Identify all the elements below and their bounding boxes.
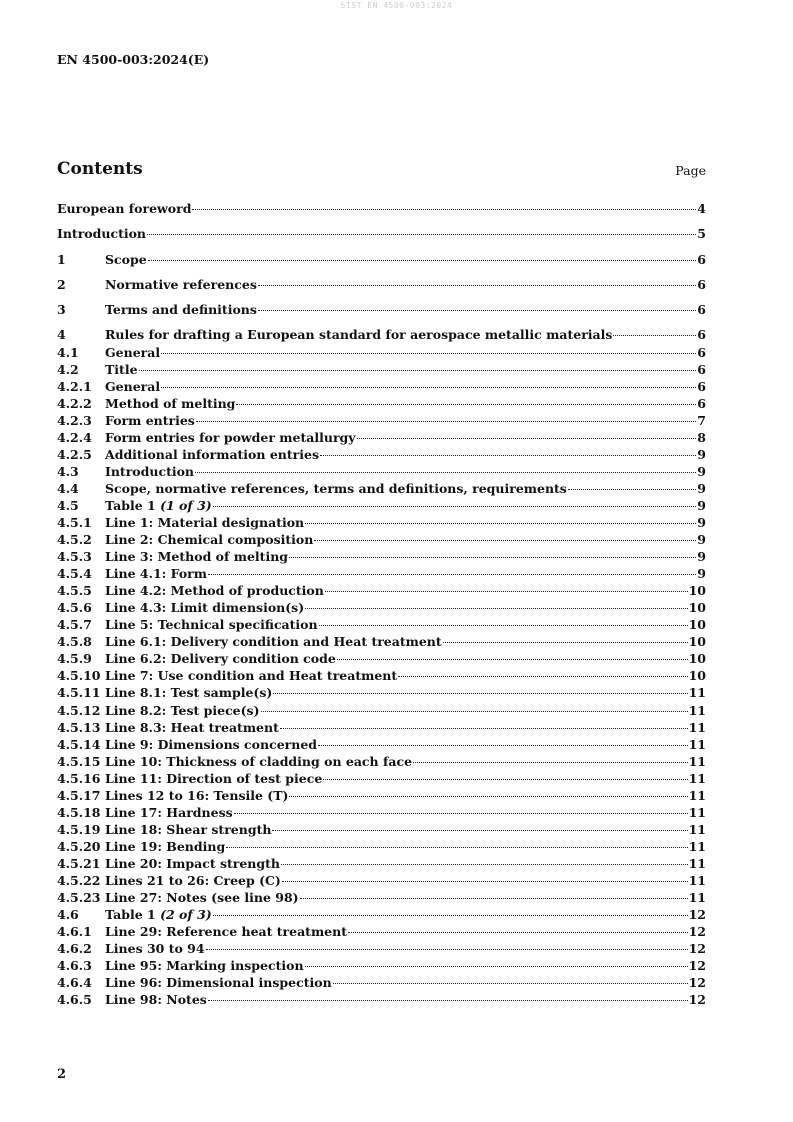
toc-entry-page: 10 [688,583,706,599]
toc-entry-title-text: Line 4.1: Form [105,566,207,582]
dot-leader [236,404,696,405]
toc-entry[interactable] [57,787,706,804]
toc-entry-page: 9 [697,532,706,548]
dot-leader [147,234,696,235]
toc-entry-page: 12 [688,975,706,991]
toc-entry[interactable] [57,548,706,565]
toc-entry-title [105,770,322,787]
toc-entry-page: 11 [688,685,706,701]
toc-entry-number: 4.6.3 [57,958,92,974]
toc-entry-title [105,446,319,463]
toc-entry-title-text: European foreword [57,201,192,216]
toc-entry-number: 4.5.19 [57,821,101,837]
toc-entry-page: 9 [697,463,706,479]
toc-entry[interactable] [57,276,706,301]
toc-entry-title-italic: (2 of 3) [160,907,212,923]
toc-entry-number: 4.6.4 [57,975,92,991]
toc-entry-page: 11 [688,736,706,752]
toc-entry-title-text: Additional information entries [105,446,319,462]
toc-entry-number: 4.2.5 [57,446,92,462]
toc-entry-title [105,361,138,378]
toc-entry[interactable] [57,429,706,446]
dot-leader [325,591,688,592]
toc-entry[interactable] [57,514,706,531]
toc-entry[interactable] [57,200,706,225]
toc-entry-title [105,599,304,616]
toc-entry-title [105,378,160,395]
toc-entry-page: 9 [697,515,706,530]
toc-entry-title-text: Line 5: Technical specification [105,617,318,633]
toc-entry-title [105,872,281,889]
toc-entry[interactable] [57,957,706,974]
toc-entry-page: 11 [688,753,706,769]
toc-entry-number: 4.5.12 [57,702,101,718]
toc-entry-page: 11 [688,872,706,888]
dot-leader [318,745,688,746]
toc-entry-title [105,276,257,293]
toc-entry-page: 6 [697,361,706,377]
dot-leader [333,983,688,984]
toc-entry-title-text: Line 11: Direction of test piece [105,770,323,786]
toc-entry-page: 6 [697,302,706,318]
toc-entry-number: 4.5.21 [57,855,101,871]
toc-entry-title [105,497,212,514]
dot-leader [357,438,697,439]
dot-leader [192,209,696,210]
toc-entry-title [105,838,225,855]
toc-entry[interactable] [57,753,706,770]
dot-leader [323,779,687,780]
dot-leader [398,676,687,677]
toc-entry-title [105,702,260,719]
toc-entry-page: 10 [688,617,706,633]
toc-entry-number: 4.2.3 [57,412,92,428]
toc-entry-title-text: Line 29: Reference heat treatment [105,924,347,940]
dot-leader [148,260,697,261]
toc-entry-title [105,429,356,446]
toc-entry[interactable] [57,463,706,480]
toc-entry-title-text: Form entries [105,412,195,428]
dot-leader [161,387,696,388]
toc-entry-number: 4.2.4 [57,429,92,445]
toc-entry[interactable] [57,251,706,276]
toc-entry-title-text: Line 8.3: Heat treatment [105,719,279,735]
toc-entry[interactable] [57,412,706,429]
toc-entry[interactable] [57,821,706,838]
page-number: 2 [57,1067,67,1082]
dot-leader [348,932,688,933]
toc-entry-page: 6 [697,395,706,411]
toc-entry-number: 4.6.1 [57,924,92,940]
toc-entry-page: 12 [688,958,706,974]
toc-entry-title-text: Scope, normative references, terms and definitions, requirements [105,480,567,496]
toc-entry-number: 4.5.10 [57,668,101,684]
toc-entry-page: 12 [688,907,706,923]
toc-entry-title-text: Table 1 [105,497,161,513]
toc-entry-title [105,326,612,343]
toc-entry-page: 9 [697,480,706,496]
toc-entry[interactable] [57,974,706,991]
toc-entry[interactable] [57,616,706,633]
toc-entry[interactable] [57,582,706,599]
dot-leader [226,847,687,848]
toc-entry-page: 10 [688,634,706,650]
toc-entry-page: 11 [688,855,706,871]
toc-entry-page: 10 [688,668,706,684]
toc-entry-number: 4.1 [57,344,79,360]
toc-entry-number: 4.6.2 [57,941,92,957]
toc-entry-page: 10 [688,600,706,616]
toc-entry-page: 6 [697,251,706,267]
toc-entry-title-text: Line 2: Chemical composition [105,532,314,548]
dot-leader [213,915,688,916]
toc-entry-number: 4.5.13 [57,719,101,735]
toc-entry-title-text: Line 6.2: Delivery condition code [105,651,336,667]
toc-entry-title-text: Scope [105,251,147,267]
toc-entry-number: 4.5.7 [57,617,92,633]
toc-entry[interactable] [57,599,706,616]
dot-leader [314,540,696,541]
toc-entry-title [105,650,336,667]
toc-entry-title [105,684,272,701]
table-of-contents [57,200,706,1008]
toc-entry-title [105,719,279,736]
toc-entry-page: 10 [688,651,706,667]
toc-entry-title [105,991,207,1008]
toc-entry-page: 5 [697,226,706,242]
toc-entry-page: 11 [688,770,706,786]
toc-entry-page: 11 [688,838,706,854]
toc-entry-title [105,616,318,633]
toc-entry-title-italic: (1 of 3) [160,497,212,513]
toc-entry-title-text: Line 6.1: Delivery condition and Heat treatment [105,634,442,650]
toc-entry-number: 4.5.15 [57,753,101,769]
toc-entry-title-text: Line 4.2: Method of production [105,583,324,599]
toc-entry-title-text: Line 96: Dimensional inspection [105,975,332,991]
toc-entry-page: 11 [688,787,706,803]
toc-entry[interactable] [57,326,706,343]
toc-entry-title-text: Line 10: Thickness of cladding on each face [105,753,413,769]
toc-entry-title-text: Line 8.1: Test sample(s) [105,685,273,701]
toc-entry-number: 4.5.20 [57,838,101,854]
toc-entry-page: 11 [688,890,706,906]
toc-entry-title-text: Line 27: Notes (see line 98) [105,890,299,906]
toc-entry[interactable] [57,804,706,821]
toc-entry-title [105,514,304,531]
dot-leader [568,489,696,490]
toc-entry-page: 12 [688,924,706,940]
toc-entry[interactable] [57,480,706,497]
toc-entry[interactable] [57,395,706,412]
toc-entry[interactable] [57,736,706,753]
toc-entry-title-text: General [105,344,161,360]
toc-entry[interactable] [57,565,706,582]
dot-leader [319,625,688,626]
toc-entry-title [105,940,205,957]
toc-entry-number: 4.5.14 [57,736,101,752]
toc-entry-page: 12 [688,941,706,957]
toc-entry-title-text: Line 7: Use condition and Heat treatment [105,668,398,684]
dot-leader [281,864,688,865]
document-id: EN 4500-003:2024(E) [57,52,210,67]
toc-entry-title [105,804,233,821]
toc-entry-number: 4.5.17 [57,787,101,803]
toc-entry-title [105,531,313,548]
toc-entry[interactable] [57,633,706,650]
dot-leader [195,472,696,473]
toc-entry-number: 4.6 [57,907,79,923]
toc-entry[interactable] [57,838,706,855]
toc-entry-title [105,565,207,582]
toc-entry-title-text: Line 20: Impact strength [105,855,280,871]
toc-entry-title [105,906,212,923]
toc-entry-title-text: Line 1: Material designation [105,515,305,530]
toc-entry-page: 12 [688,992,706,1008]
toc-entry-title [105,821,271,838]
toc-entry-number: 4.6.5 [57,992,92,1008]
toc-entry-title [105,463,194,480]
toc-entry[interactable] [57,906,706,923]
toc-entry-title-text: Title [105,361,138,377]
toc-entry-title-text: Table 1 [105,907,161,923]
toc-entry[interactable] [57,497,706,514]
toc-entry-title-text: Method of melting [105,395,236,411]
dot-leader [443,642,688,643]
toc-entry-page: 11 [688,719,706,735]
dot-leader [305,608,687,609]
toc-entry-title [105,412,195,429]
toc-entry-title [105,633,442,650]
toc-entry[interactable] [57,702,706,719]
toc-entry-title-text: Line 19: Bending [105,838,226,854]
toc-entry-title [105,736,317,753]
toc-entry-number: 4.5.18 [57,804,101,820]
toc-entry-number: 4.5.23 [57,890,101,906]
toc-entry-page: 8 [697,429,706,445]
toc-entry-title [105,889,299,906]
toc-entry-title-text: Terms and definitions [105,302,257,318]
toc-entry-page: 6 [697,378,706,394]
toc-entry[interactable] [57,225,706,250]
toc-entry[interactable] [57,650,706,667]
toc-entry-page: 11 [688,702,706,718]
toc-entry-number: 4.2.2 [57,395,92,411]
toc-entry-title [105,548,288,565]
dot-leader [234,813,688,814]
toc-entry-title [57,200,191,217]
toc-entry-title-text: Line 17: Hardness [105,804,233,820]
toc-entry[interactable] [57,719,706,736]
toc-entry-page: 6 [697,276,706,292]
dot-leader [208,574,696,575]
dot-leader [289,796,687,797]
toc-entry[interactable] [57,855,706,872]
toc-entry[interactable] [57,531,706,548]
watermark: SIST EN 4500-003:2024 [340,1,453,10]
toc-entry-page: 7 [697,412,706,428]
toc-entry-number: 4.5.22 [57,872,101,888]
dot-leader [337,659,688,660]
toc-entry-number: 2 [57,276,66,292]
toc-entry-title [105,480,567,497]
toc-entry[interactable] [57,301,706,326]
toc-entry-title [57,225,146,242]
dot-leader [261,711,688,712]
toc-entry-title-text: Lines 12 to 16: Tensile (T) [105,787,289,803]
toc-entry-title-text: Normative references [105,276,257,292]
toc-entry-title-text: Line 8.2: Test piece(s) [105,702,260,718]
toc-entry-page: 6 [697,344,706,360]
toc-entry-title [105,395,235,412]
toc-entry-number: 4.5.5 [57,583,92,599]
toc-entry-number: 4.5.2 [57,532,92,548]
dot-leader [208,1000,688,1001]
dot-leader [305,966,688,967]
dot-leader [206,949,688,950]
toc-entry[interactable] [57,361,706,378]
dot-leader [196,421,696,422]
toc-entry-title-text: Rules for drafting a European standard for aerospace metallic materials [105,327,613,343]
dot-leader [289,557,696,558]
toc-entry-title [105,787,288,804]
toc-entry-page: 9 [697,446,706,462]
toc-entry-title-text: Line 95: Marking inspection [105,958,304,974]
toc-entry-number: 4 [57,327,66,343]
toc-entry-number: 4.5.16 [57,770,101,786]
toc-entry-title [105,582,324,599]
dot-leader [613,335,696,336]
dot-leader [139,370,697,371]
toc-entry[interactable] [57,872,706,889]
dot-leader [320,455,696,456]
toc-entry[interactable] [57,940,706,957]
toc-entry-number: 4.5.1 [57,515,92,530]
toc-entry-number: 4.5.3 [57,549,92,565]
toc-entry-number: 1 [57,251,66,267]
toc-entry-title-text: Lines 21 to 26: Creep (C) [105,872,281,888]
toc-entry-number: 4.4 [57,480,79,496]
toc-entry-page: 11 [688,804,706,820]
toc-entry-title-text: Introduction [105,463,195,479]
toc-entry-number: 4.5.4 [57,566,92,582]
toc-entry-page: 4 [697,201,706,216]
toc-entry-title-text: Line 3: Method of melting [105,549,289,565]
dot-leader [300,898,688,899]
toc-entry-title [105,301,257,318]
toc-entry[interactable] [57,889,706,906]
toc-entry-title-text: Introduction [57,226,147,242]
toc-entry-number: 4.2 [57,361,79,377]
dot-leader [282,881,688,882]
toc-entry-number: 4.5 [57,497,79,513]
toc-entry[interactable] [57,446,706,463]
toc-entry[interactable] [57,684,706,701]
dot-leader [161,353,696,354]
toc-entry[interactable] [57,344,706,361]
toc-entry-number: 4.5.8 [57,634,92,650]
toc-entry[interactable] [57,378,706,395]
toc-entry-number: 4.5.11 [57,685,101,701]
toc-entry-number: 4.3 [57,463,79,479]
toc-entry-title [105,957,304,974]
dot-leader [213,506,697,507]
toc-entry-page: 9 [697,566,706,582]
toc-entry[interactable] [57,991,706,1008]
toc-entry-page: 9 [697,497,706,513]
toc-entry-title [105,974,332,991]
toc-entry-title [105,923,347,940]
dot-leader [280,728,688,729]
dot-leader [258,285,696,286]
toc-entry-title-text: Form entries for powder metallurgy [105,429,356,445]
toc-entry-title [105,344,160,361]
dot-leader [273,693,687,694]
toc-entry-title-text: Line 4.3: Limit dimension(s) [105,600,305,616]
dot-leader [413,762,688,763]
toc-entry-page: 9 [697,549,706,565]
toc-entry[interactable] [57,923,706,940]
page-column-label: Page [675,163,706,178]
toc-entry-title [105,753,412,770]
toc-entry-page: 11 [688,821,706,837]
dot-leader [305,523,696,524]
toc-entry-number: 4.5.6 [57,600,92,616]
toc-entry-number: 3 [57,302,66,318]
toc-entry-title [105,855,280,872]
toc-entry-number: 4.5.9 [57,651,92,667]
toc-entry-title [105,667,397,684]
toc-entry-title-text: Lines 30 to 94 [105,941,205,957]
toc-entry-number: 4.2.1 [57,378,92,394]
dot-leader [272,830,687,831]
toc-entry[interactable] [57,770,706,787]
toc-entry-title-text: General [105,378,161,394]
toc-entry-page: 6 [697,327,706,343]
contents-title: Contents [57,159,143,179]
toc-entry-title-text: Line 98: Notes [105,992,207,1008]
toc-entry-title [105,251,147,268]
dot-leader [258,310,696,311]
toc-entry-title-text: Line 18: Shear strength [105,821,272,837]
toc-entry[interactable] [57,667,706,684]
toc-entry-title-text: Line 9: Dimensions concerned [105,736,318,752]
